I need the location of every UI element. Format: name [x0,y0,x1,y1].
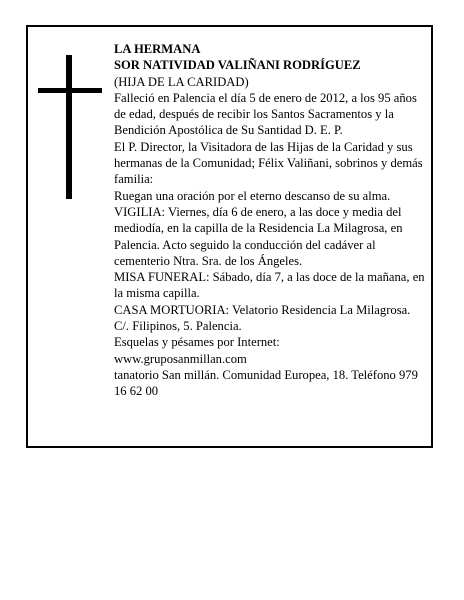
mortuary-info: CASA MORTUORIA: Velatorio Residencia La Milagrosa. C/. Filipinos, 5. Palencia. [114,302,411,334]
death-announcement: Falleció en Palencia el día 5 de enero de 2012, a los 95 años de edad, después de recibir los Santos Sacramentos y la Bendición Apostólica de Su Santidad D. E. P. [114,90,417,138]
deceased-subtitle: (HIJA DE LA CARIDAD) [114,74,249,89]
notice-text [114,41,426,400]
obituary-notice [26,25,433,448]
funeral-home-info: tanatorio San millán. Comunidad Europea, 18. Teléfono 979 16 62 00 [114,367,418,399]
deceased-name: SOR NATIVIDAD VALIÑANI RODRÍGUEZ [114,58,361,73]
cross-vertical-bar [66,55,72,199]
funeral-mass-info: MISA FUNERAL: Sábado, día 7, a las doce de la mañana, en la misma capilla. [114,270,425,301]
prayer-request: Ruegan una oración por el eterno descanso de su alma. [114,188,391,203]
online-condolences-label: Esquelas y pésames por Internet: [114,335,280,350]
mourners-list: El P. Director, la Visitadora de las Hijas de la Caridad y sus hermanas de la Comunidad; Félix Valiñani, sobrinos y demás familia: [114,139,423,187]
cross-icon [38,55,102,199]
vigil-info: VIGILIA: Viernes, día 6 de enero, a las doce y media del mediodía, en la capilla de la Residencia La Milagrosa, en Palencia. Acto seguido la conducción del cadáver al cementerio Ntra. Sra. de los Ángeles. [114,204,403,268]
cross-horizontal-bar [38,88,102,93]
website-link: www.gruposanmillan.com [114,351,247,366]
notice-title: LA HERMANA [114,42,201,56]
